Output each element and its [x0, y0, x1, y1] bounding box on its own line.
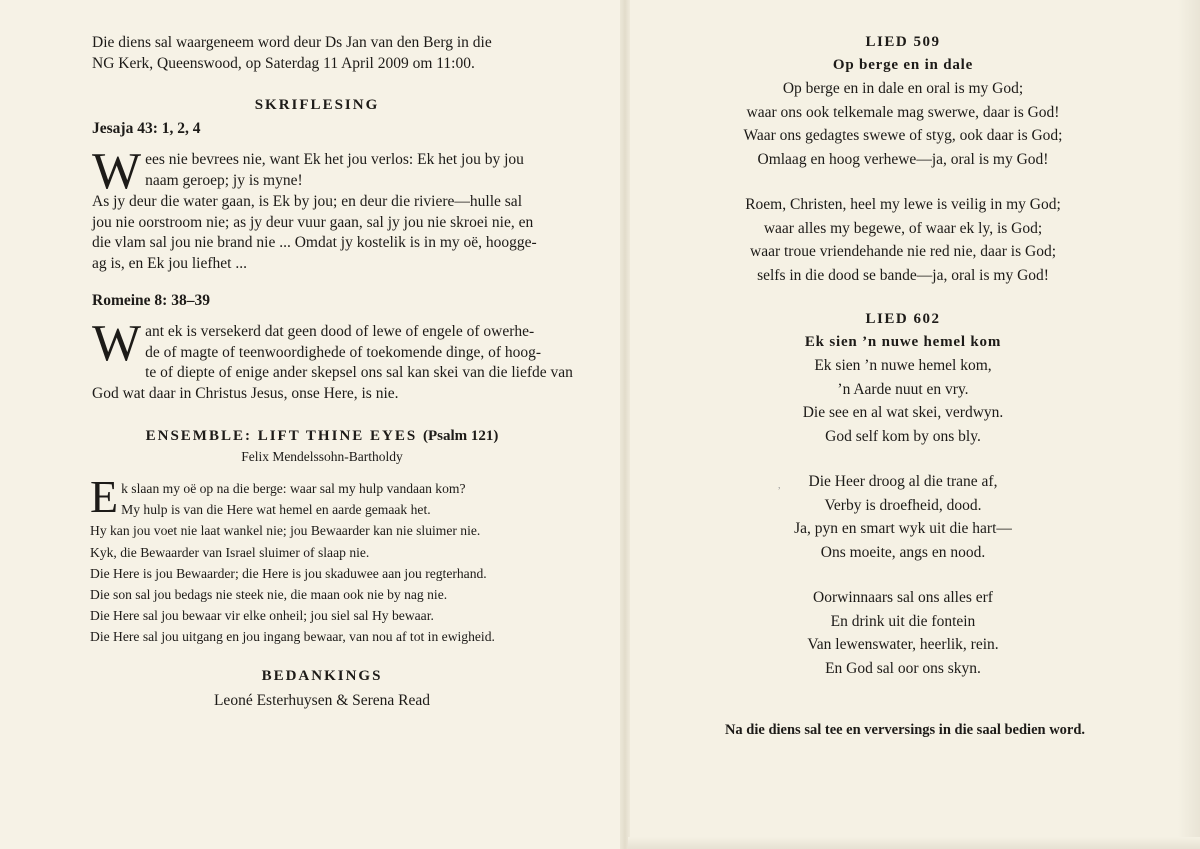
text-line: te of diepte of enige ander skepsel ons sal kan skei van die liefde van [145, 364, 573, 381]
drop-cap: E [90, 471, 119, 522]
paper-edge [1178, 0, 1200, 849]
ensemble-psalm: (Psalm 121) [422, 428, 499, 444]
page-fold [620, 0, 630, 849]
ensemble-title: ENSEMBLE: LIFT THINE EYES [145, 428, 418, 444]
lied-509 [718, 31, 1088, 287]
hymn-subtitle: Op berge en in dale [832, 57, 974, 73]
text-line: As jy deur die water gaan, is Ek by jou; en deur die riviere—hulle sal [92, 193, 522, 210]
text-line: naam geroep; jy is myne! [145, 171, 303, 189]
hymn-line: Die see en al wat skei, verdwyn. [802, 404, 1004, 421]
scripture-paragraph [92, 192, 582, 274]
psalm-line: Die Here sal jou uitgang en jou ingang bewaar, van nou af tot in ewigheid. [90, 629, 495, 645]
ensemble-heading [92, 428, 552, 445]
psalm-line: k slaan my oë op na die berge: waar sal my hulp vandaan kom? [121, 481, 466, 496]
hymn-line: Verby is droefheid, dood. [824, 496, 982, 514]
psalm-line: Hy kan jou voet nie laat wankel nie; jou Bewaarder kan nie sluimer nie. [90, 523, 481, 539]
lied-602 [718, 308, 1088, 680]
psalm-line: Die son sal jou bedags nie steek nie, die maan ook nie by nag nie. [90, 587, 448, 603]
psalm-line: Die Here sal jou bewaar vir elke onheil; jou siel sal Hy bewaar. [90, 608, 434, 624]
psalm-line: Kyk, die Bewaarder van Israel sluimer of slaap nie. [90, 544, 370, 560]
composer: Felix Mendelssohn-Bartholdy [241, 449, 403, 464]
hymn-line: Ja, pyn en smart wyk uit die hart— [794, 520, 1012, 537]
drop-cap: W [92, 143, 142, 200]
service-intro [92, 32, 572, 74]
closing-note: Na die diens sal tee en verversings in die saal bedien word. [724, 722, 1086, 738]
psalm-line: Die Here is jou Bewaarder; die Here is jou skaduwee aan jou regterhand. [90, 565, 487, 581]
scripture-paragraph [92, 315, 582, 404]
hymn-line: Op berge en in dale en oral is my God; [782, 80, 1024, 97]
text-line: de of magte of teenwoordighede of toekomende dinge, of hoog- [145, 343, 542, 361]
text-line: ees nie bevrees nie, want Ek het jou verlos: Ek het jou by jou [145, 151, 524, 168]
scripture-reference: Romeine 8: 38–39 [92, 292, 210, 309]
text-line: ant ek is versekerd dat geen dood of lewe of engele of owerhe- [145, 323, 535, 340]
text-line: jou nie oorstroom nie; as jy deur vuur gaan, sal jy jou nie skroei nie, en [92, 213, 534, 231]
hymn-line: waar alles my begewe, of waar ek ly, is God; [763, 219, 1043, 237]
hymn-line: Van lewenswater, heerlik, rein. [807, 636, 999, 653]
drop-cap: W [92, 315, 142, 372]
paper-edge-bottom [628, 837, 1200, 849]
hymn-line: Waar ons gedagtes swewe of styg, ook daar is God; [743, 127, 1063, 144]
hymn-line: God self kom by ons bly. [825, 427, 981, 445]
psalm-line: My hulp is van die Here wat hemel en aarde gemaak het. [121, 502, 431, 518]
paper-speck: , [778, 480, 781, 491]
hymn-line: waar troue vriendehande nie red nie, daar is God; [750, 243, 1056, 260]
skriflesing-heading: SKRIFLESING [254, 97, 380, 113]
hymn-line: waar ons ook telkemale mag swerwe, daar is God! [746, 103, 1060, 121]
hymn-line: Ons moeite, angs en nood. [820, 543, 986, 561]
intro-line: Die diens sal waargeneem word deur Ds Jan van den Berg in die [92, 34, 492, 51]
hymn-line: Oorwinnaars sal ons alles erf [813, 589, 993, 606]
intro-line: NG Kerk, Queenswood, op Saterdag 11 April 2009 om 11:00. [92, 55, 475, 72]
hymn-line: En God sal oor ons skyn. [825, 659, 981, 677]
bedankings-heading: BEDANKINGS [261, 668, 383, 684]
hymn-title: LIED 602 [865, 311, 941, 327]
hymn-line: Die Heer droog al die trane af, [808, 473, 998, 490]
hymn-line: En drink uit die fontein [830, 612, 976, 630]
hymn-line: Ek sien ’n nuwe hemel kom, [814, 357, 992, 374]
hymn-subtitle: Ek sien ’n nuwe hemel kom [804, 334, 1002, 350]
scripture-reference: Jesaja 43: 1, 2, 4 [92, 120, 201, 137]
text-line: God wat daar in Christus Jesus, onse Here, is nie. [92, 384, 399, 402]
scripture-paragraph [92, 143, 572, 200]
hymn-title: LIED 509 [865, 34, 941, 50]
text-line: die vlam sal jou nie brand nie ... Omdat jy kostelik is in my oë, hoogge- [92, 234, 537, 251]
hymn-line: ’n Aarde nuut en vry. [837, 380, 969, 398]
psalm-text [90, 471, 540, 648]
hymn-line: selfs in die dood se bande—ja, oral is my God! [757, 266, 1049, 284]
thanks-names: Leoné Esterhuysen & Serena Read [213, 692, 431, 709]
text-line: ag is, en Ek jou liefhet ... [92, 254, 247, 272]
hymn-line: Roem, Christen, heel my lewe is veilig in my God; [745, 196, 1061, 213]
hymn-line: Omlaag en hoog verhewe—ja, oral is my God! [757, 150, 1049, 168]
